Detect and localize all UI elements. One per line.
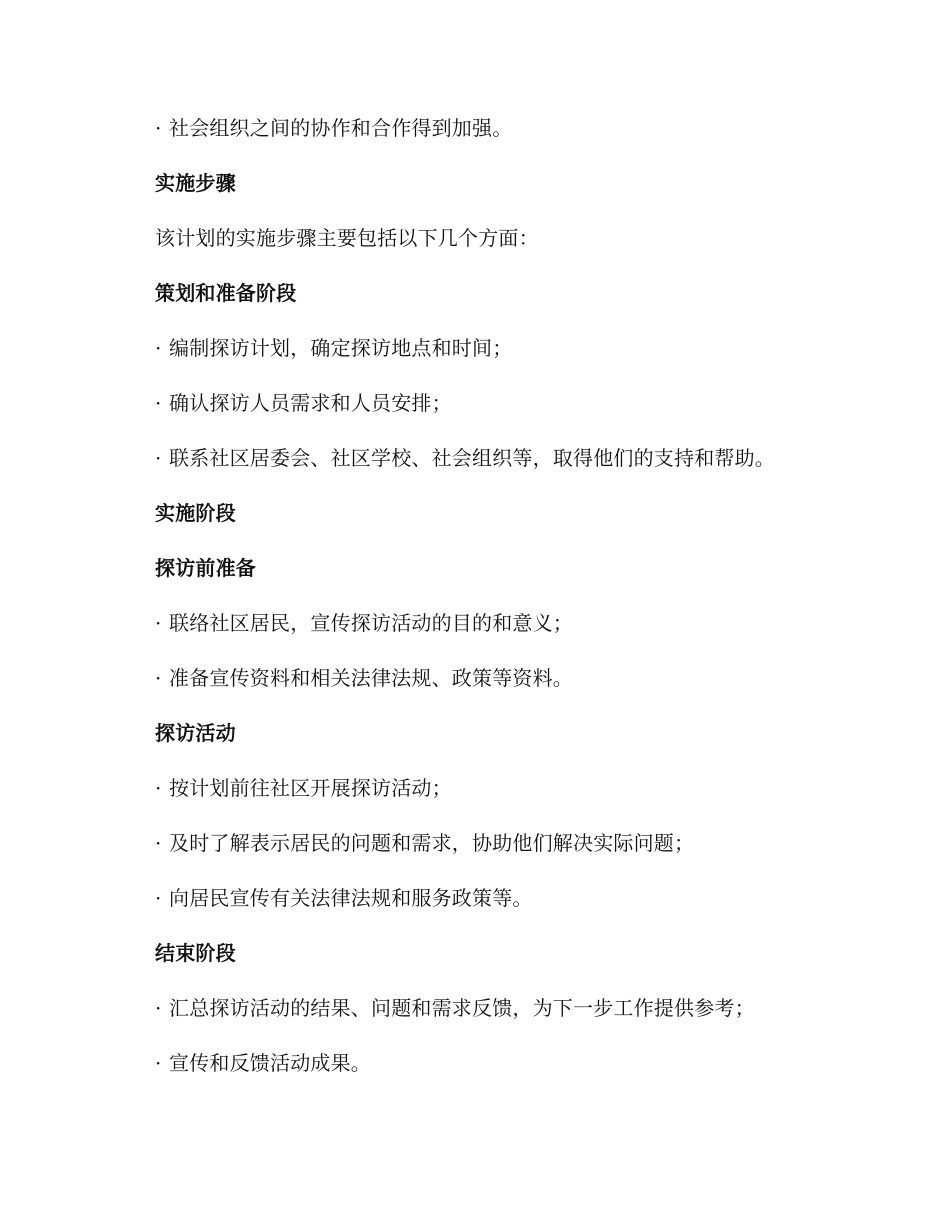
bullet-item [155,444,775,472]
paragraph: 该计划的实施步骤主要包括以下几个方面： [155,226,539,250]
subsection-heading: 探访前准备 [155,556,256,580]
bullet-text: 按计划前往社区开展探访活动； [169,776,452,800]
bullet-item [155,114,512,142]
bullet-item [155,389,452,417]
bullet-text: 联系社区居委会、社区学校、社会组织等，取得他们的支持和帮助。 [169,446,775,470]
bullet-text: 联络社区居民，宣传探访活动的目的和意义； [169,611,573,635]
bullet-text: 及时了解表示居民的问题和需求，协助他们解决实际问题； [169,831,695,855]
bullet-dot: · [155,776,162,800]
section-heading: 策划和准备阶段 [155,281,297,305]
bullet-text: 向居民宣传有关法律法规和服务政策等。 [169,886,533,910]
bullet-text: 准备宣传资料和相关法律法规、政策等资料。 [169,666,573,690]
bullet-text: 汇总探访活动的结果、问题和需求反馈，为下一步工作提供参考； [169,996,755,1020]
bullet-dot: · [155,336,162,360]
bullet-item [155,774,452,802]
section-heading: 结束阶段 [155,941,236,965]
bullet-item [155,334,512,362]
bullet-item [155,609,573,637]
bullet-item [155,1049,371,1077]
bullet-dot: · [155,996,162,1020]
bullet-dot: · [155,666,162,690]
bullet-dot: · [155,446,162,470]
subsection-heading: 探访活动 [155,721,236,745]
bullet-text: 确认探访人员需求和人员安排； [169,391,452,415]
bullet-item [155,994,755,1022]
bullet-dot: · [155,391,162,415]
bullet-item [155,664,573,692]
section-heading: 实施步骤 [155,171,236,195]
bullet-dot: · [155,116,162,140]
bullet-dot: · [155,1051,162,1075]
bullet-item [155,884,533,912]
bullet-dot: · [155,831,162,855]
bullet-text: 编制探访计划，确定探访地点和时间； [169,336,513,360]
bullet-dot: · [155,611,162,635]
bullet-dot: · [155,886,162,910]
bullet-item [155,829,694,857]
section-heading: 实施阶段 [155,501,236,525]
bullet-text: 社会组织之间的协作和合作得到加强。 [169,116,513,140]
bullet-text: 宣传和反馈活动成果。 [169,1051,371,1075]
